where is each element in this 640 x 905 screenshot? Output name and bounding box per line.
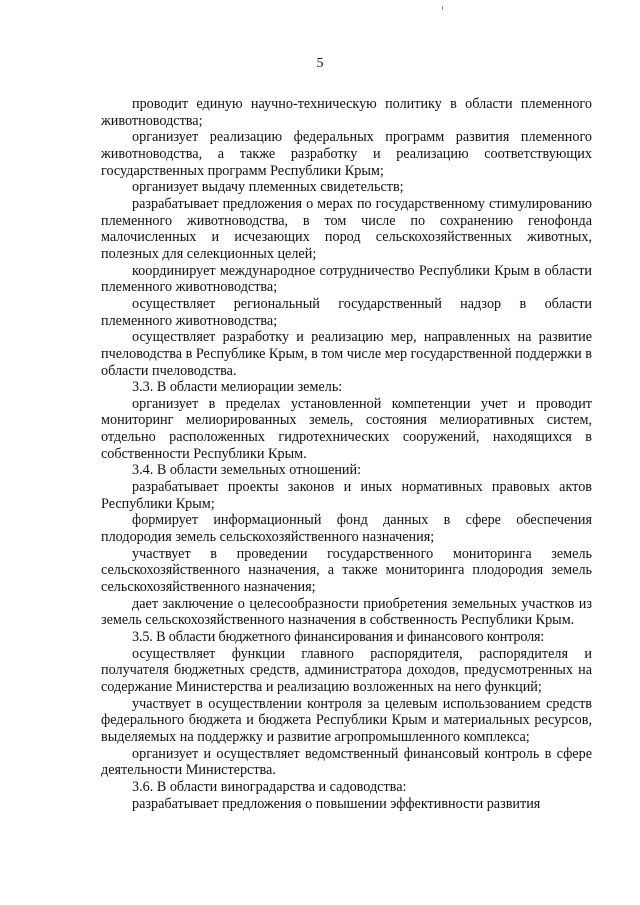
section-heading-3-5: 3.5. В области бюджетного финансирования и финансового контроля: [132,629,545,645]
paragraph: участвует в осуществлении контроля за целевым использованием средств федерального бюджета и бюджета Республики Крым и материальных ресурсов, выделяемых на поддержку и развитие агропромышленного комплекса; [101,695,592,745]
paragraph: участвует в проведении государственного мониторинга земель сельскохозяйственного назначения, а также мониторинга плодородия земель сельскохозяйственного назначения; [101,545,592,596]
paragraph: осуществляет функции главного распорядителя, распорядителя и получателя бюджетных средств, администратора доходов, предусмотренных на содержание Министерства и реализацию возложенных на него функций; [101,645,592,695]
paragraph: разрабатывает предложения о повышении эффективности развития [132,795,541,812]
paragraph: организует и осуществляет ведомственный финансовый контроль в сфере деятельности Министерства. [101,745,592,779]
paragraph: разрабатывает проекты законов и иных нормативных правовых актов Республики Крым; [101,479,592,512]
paragraph: осуществляет разработку и реализацию мер, направленных на развитие пчеловодства в Республике Крым, в том числе мер государственной поддержки в области пчеловодства. [101,329,592,379]
paragraph: дает заключение о целесообразности приобретения земельных участков из земель сельскохозяйственного назначения в собственность Республики Крым. [101,595,592,629]
paragraph: формирует информационный фонд данных в сфере обеспечения плодородия земель сельскохозяйственного назначения; [101,512,592,546]
page-number: 5 [316,56,324,71]
paragraph: организует реализацию федеральных программ развития племенного животноводства, а также разработку и реализацию соответствующих государственных программ Республики Крым; [101,129,592,179]
paragraph: организует в пределах установленной компетенции учет и проводит мониторинг мелиорированных земель, состояния мелиоративных систем, отдельно расположенных гидротехнических сооружений, находящихся в собственности Республики Крым. [101,395,592,462]
section-heading-3-6: 3.6. В области виноградарства и садоводства: [132,778,407,795]
section-heading-3-4: 3.4. В области земельных отношений: [132,462,362,479]
scan-mark [442,6,443,10]
paragraph: осуществляет региональный государственный надзор в области племенного животноводства; [101,295,592,329]
section-heading-3-3: 3.3. В области мелиорации земель: [132,379,343,396]
paragraph: организует выдачу племенных свидетельств; [132,179,404,196]
paragraph: координирует международное сотрудничество Республики Крым в области племенного животноводства; [101,262,592,296]
document-body [101,96,592,812]
paragraph: разрабатывает предложения о мерах по государственному стимулированию племенного животноводства, в том числе по сохранению генофонда малочисленных и исчезающих пород сельскохозяйственных животных, полезных для селекционных целей; [101,195,592,262]
paragraph: проводит единую научно-техническую политику в области племенного животноводства; [101,96,592,129]
